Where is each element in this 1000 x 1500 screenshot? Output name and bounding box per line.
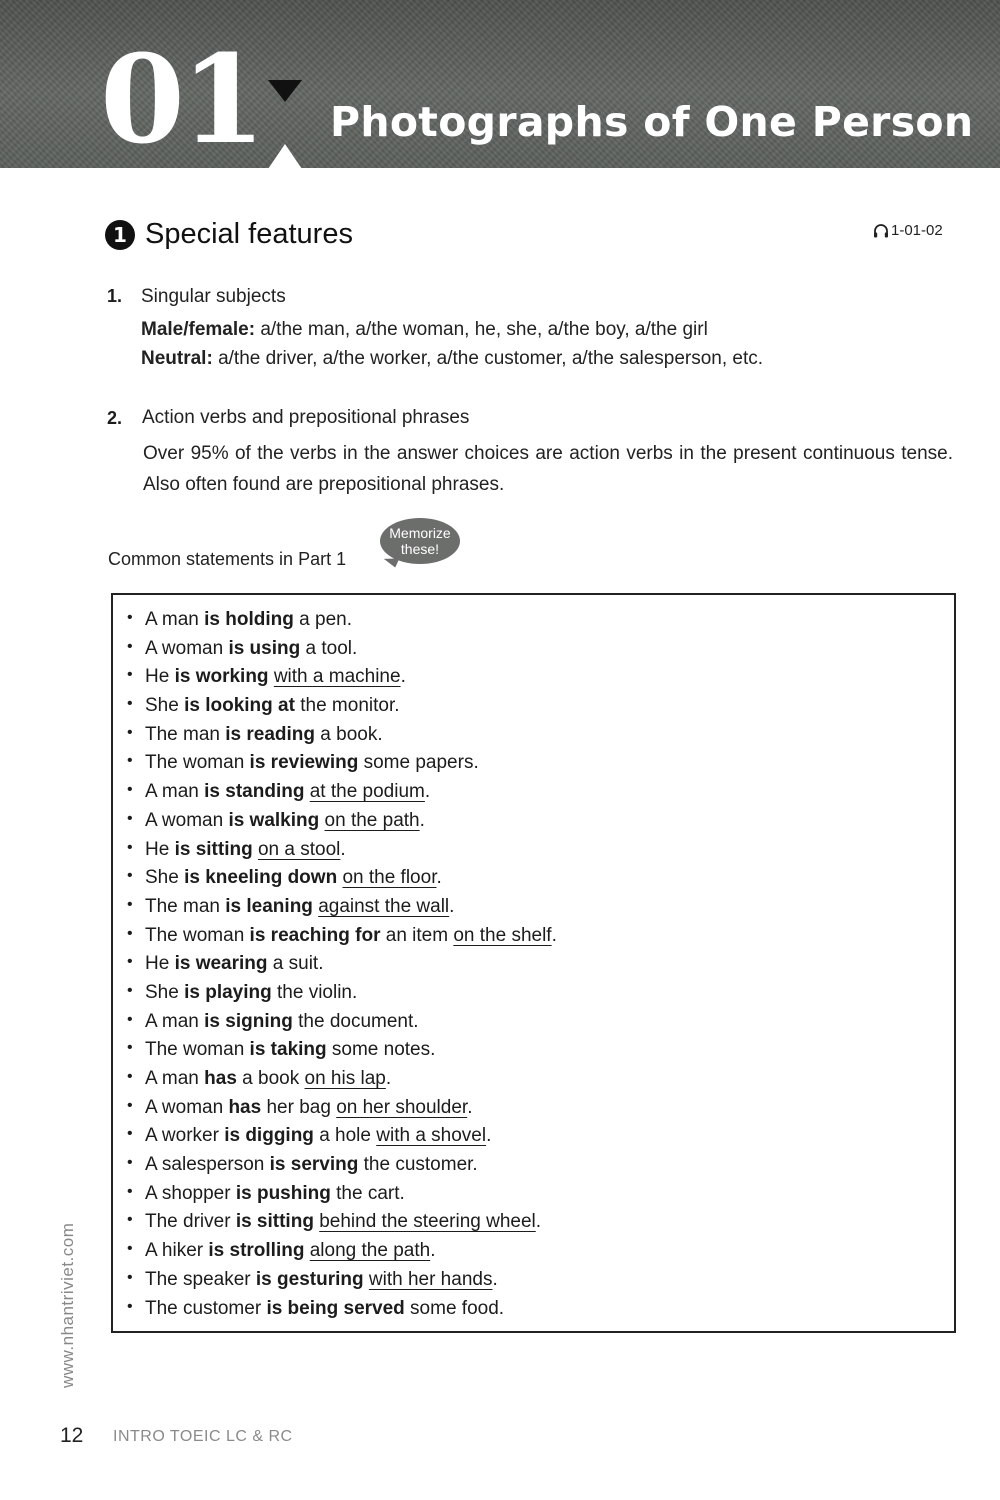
- statement-text: The man: [145, 723, 226, 745]
- statement-item: [127, 666, 557, 695]
- statement-item: [127, 896, 557, 925]
- statement-item: [127, 1298, 557, 1327]
- statement-text: her bag: [261, 1096, 337, 1118]
- statement-text: .: [492, 1268, 498, 1290]
- statement-item: [127, 867, 557, 896]
- statement-text: The woman: [145, 924, 250, 946]
- prepositional-phrase: with a machine: [273, 666, 401, 688]
- statement-item: [127, 1011, 557, 1040]
- statement-text: some papers.: [358, 752, 479, 774]
- verb-phrase: is gesturing: [255, 1268, 364, 1290]
- verb-phrase: is strolling: [208, 1240, 305, 1262]
- statement-item: [127, 752, 557, 781]
- statement-item: [127, 1125, 557, 1154]
- verb-phrase: is walking: [228, 809, 320, 831]
- statement-text: an item: [380, 924, 454, 946]
- page-number: 12: [60, 1424, 84, 1447]
- verb-phrase: has: [228, 1096, 262, 1118]
- statement-text: .: [340, 838, 346, 860]
- verb-phrase: is kneeling down: [184, 867, 338, 889]
- statement-item: [127, 1097, 557, 1126]
- verb-phrase: is reviewing: [249, 752, 359, 774]
- statement-text: A worker: [145, 1125, 225, 1147]
- prepositional-phrase: behind the steering wheel: [319, 1211, 536, 1233]
- side-watermark: www.nhantriviet.com: [58, 1222, 77, 1388]
- prepositional-phrase: along the path: [309, 1240, 431, 1262]
- verb-phrase: is taking: [249, 1039, 327, 1061]
- statement-item: [127, 925, 557, 954]
- statement-text: A man: [145, 609, 205, 630]
- verb-phrase: is sitting: [235, 1211, 314, 1233]
- chapter-banner: [0, 0, 1000, 171]
- statement-text: The woman: [145, 752, 250, 774]
- statement-item: [127, 982, 557, 1011]
- statement-text: .: [430, 1240, 436, 1262]
- prepositional-phrase: at the podium: [309, 781, 425, 803]
- statement-text: .: [535, 1211, 542, 1233]
- subject-line-male-female: Male/female: a/the man, a/the woman, he, she, a/the boy, a/the girl: [141, 319, 708, 340]
- statement-text: a book: [236, 1068, 305, 1089]
- verb-phrase: is working: [174, 666, 269, 688]
- statement-text: .: [467, 1096, 473, 1118]
- statement-text: The woman: [145, 1039, 250, 1061]
- headphones-icon: [873, 224, 889, 238]
- statement-text: a pen.: [293, 609, 352, 630]
- verb-phrase: is digging: [224, 1125, 314, 1147]
- subject-line-neutral: Neutral: a/the driver, a/the worker, a/the customer, a/the salesperson, etc.: [141, 348, 764, 369]
- section-title: Special features: [145, 218, 353, 250]
- statement-text: .: [449, 895, 455, 917]
- statement-text: .: [486, 1125, 492, 1147]
- statement-item: [127, 781, 557, 810]
- statement-item: [127, 810, 557, 839]
- item-number: 2.: [107, 408, 123, 428]
- statement-text: some notes.: [326, 1039, 436, 1061]
- chapter-title: Photographs of One Person: [330, 98, 974, 146]
- prepositional-phrase: on her shoulder: [336, 1096, 468, 1118]
- chapter-number: 01: [100, 27, 262, 171]
- statement-item: [127, 695, 557, 724]
- statement-text: A woman: [145, 1096, 229, 1118]
- book-title: INTRO TOEIC LC & RC: [113, 1428, 293, 1445]
- statement-text: .: [419, 809, 425, 831]
- statement-text: The driver: [145, 1211, 236, 1233]
- statement-item: [127, 724, 557, 753]
- statement-item: [127, 1068, 557, 1097]
- statement-item: [127, 953, 557, 982]
- statement-text: A man: [145, 781, 205, 803]
- statement-text: He: [145, 666, 175, 688]
- statement-text: A shopper: [145, 1182, 236, 1204]
- statement-text: the violin.: [271, 981, 358, 1003]
- prepositional-phrase: with a shovel: [376, 1125, 487, 1147]
- verb-phrase: is using: [228, 637, 301, 659]
- statement-text: a suit.: [267, 953, 324, 975]
- audio-track: [873, 222, 943, 239]
- verb-phrase: is playing: [184, 981, 272, 1003]
- statement-text: The speaker: [145, 1268, 256, 1290]
- item-paragraph: Over 95% of the verbs in the answer choices are action verbs in the present continuous tense. Also often found are prepositional phrases.: [143, 443, 953, 495]
- prepositional-phrase: on the shelf: [453, 924, 552, 946]
- statement-text: the cart.: [330, 1182, 405, 1204]
- statement-text: a tool.: [300, 637, 358, 659]
- prepositional-phrase: against the wall: [318, 895, 450, 917]
- statement-item: [127, 609, 557, 638]
- statement-text: the monitor.: [294, 695, 400, 717]
- bubble-line: these!: [400, 541, 440, 557]
- verb-phrase: is serving: [269, 1154, 359, 1176]
- statement-item: [127, 1240, 557, 1269]
- statement-text: .: [385, 1068, 392, 1089]
- statement-text: A man: [145, 1068, 205, 1089]
- statement-text: A woman: [145, 637, 229, 659]
- section-number-badge: 1: [105, 220, 135, 250]
- statement-item: [127, 1039, 557, 1068]
- statement-text: .: [400, 666, 406, 688]
- common-statements-label: Common statements in Part 1: [108, 549, 347, 569]
- statement-text: A salesperson: [145, 1154, 270, 1176]
- statement-text: a book.: [315, 723, 383, 745]
- statement-item: [127, 1211, 557, 1240]
- verb-phrase: is holding: [204, 609, 294, 630]
- statements-box: [111, 593, 956, 1333]
- statement-item: [127, 1154, 557, 1183]
- verb-phrase: has: [204, 1068, 237, 1089]
- verb-phrase: is sitting: [174, 838, 253, 860]
- statement-item: [127, 638, 557, 667]
- track-code: 1-01-02: [891, 222, 943, 239]
- prepositional-phrase: with her hands: [368, 1268, 493, 1290]
- verb-phrase: is looking at: [184, 695, 295, 717]
- item-number: 1.: [107, 286, 123, 306]
- section-heading: [105, 218, 353, 251]
- statement-text: The man: [145, 895, 226, 917]
- statement-text: .: [551, 924, 557, 946]
- prepositional-phrase: on the floor: [342, 867, 437, 889]
- prepositional-phrase: on a stool: [257, 838, 341, 860]
- statement-text: She: [145, 981, 185, 1003]
- verb-phrase: is being served: [266, 1297, 405, 1319]
- statement-text: some food.: [404, 1297, 505, 1319]
- statement-text: He: [145, 953, 175, 975]
- statement-text: the customer.: [358, 1154, 478, 1176]
- statement-text: She: [145, 695, 185, 717]
- statement-text: A man: [145, 1010, 205, 1032]
- verb-phrase: is reaching for: [249, 924, 381, 946]
- statement-text: the document.: [292, 1010, 419, 1032]
- statement-text: He: [145, 838, 175, 860]
- triangle-up-icon: [268, 144, 302, 169]
- verb-phrase: is wearing: [174, 953, 268, 975]
- verb-phrase: is reading: [225, 723, 316, 745]
- triangle-down-icon: [268, 80, 302, 102]
- statement-text: She: [145, 867, 185, 889]
- statement-text: a hole: [313, 1125, 377, 1147]
- statement-text: .: [436, 867, 442, 889]
- verb-phrase: is standing: [204, 781, 305, 803]
- statement-item: [127, 1269, 557, 1298]
- verb-phrase: is leaning: [225, 895, 313, 917]
- statement-item: [127, 1183, 557, 1212]
- statement-text: A hiker: [145, 1240, 209, 1262]
- statements-list: [127, 609, 557, 1326]
- bubble-line: Memorize: [389, 525, 451, 541]
- memorize-speech-bubble: [380, 518, 460, 564]
- statement-text: The customer: [145, 1297, 267, 1319]
- verb-phrase: is signing: [204, 1010, 293, 1032]
- prepositional-phrase: on the path: [324, 809, 420, 831]
- statement-text: .: [424, 781, 431, 803]
- statement-text: A woman: [145, 809, 229, 831]
- statement-item: [127, 839, 557, 868]
- verb-phrase: is pushing: [235, 1182, 331, 1204]
- item-heading: Singular subjects: [141, 286, 286, 307]
- prepositional-phrase: on his lap: [304, 1068, 386, 1089]
- item-heading: Action verbs and prepositional phrases: [142, 407, 470, 428]
